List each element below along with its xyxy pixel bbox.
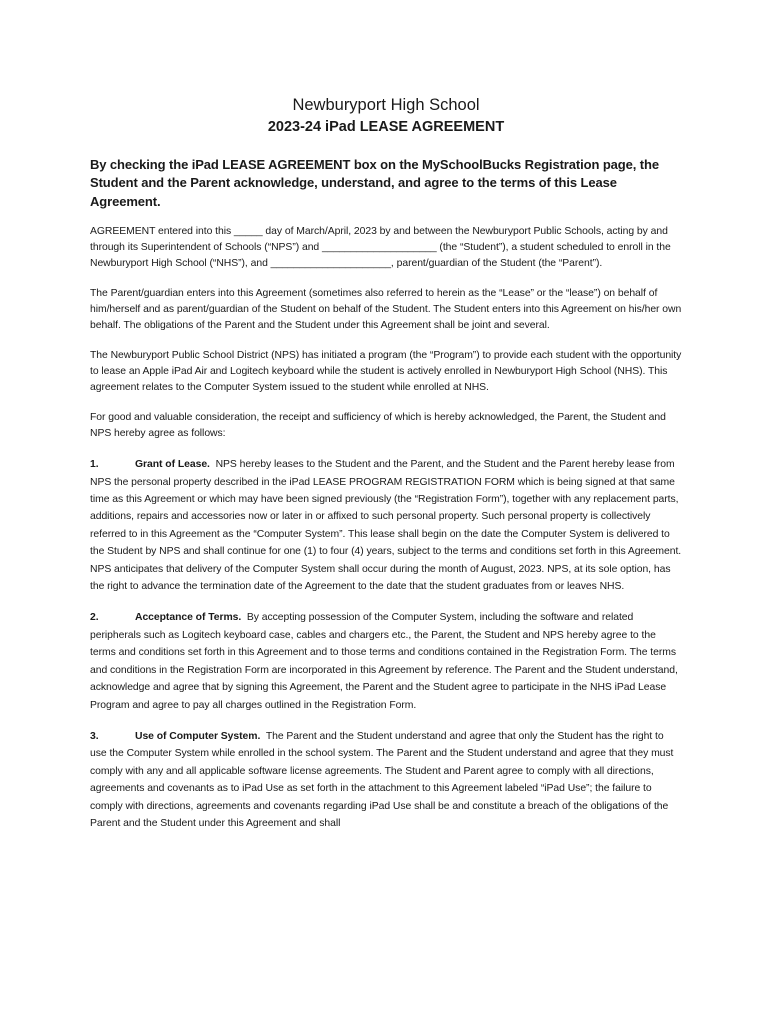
- section-acceptance-of-terms: [90, 609, 682, 713]
- agreement-parties-paragraph: AGREEMENT entered into this _____ day of March/April, 2023 by and between the Newburyport Public Schools, acting by and through its Superintendent of Schools (“NPS”) and ____________________ (the “Student”), a student scheduled to enroll in the Newburyport High School (“NHS”), and _____________________, parent/guardian of the Student (the “Parent”).: [90, 226, 671, 270]
- section-number: 3.: [90, 730, 99, 742]
- section-title: Grant of Lease.: [135, 459, 210, 471]
- section-text: By accepting possession of the Computer System, including the software and related peripherals such as Logitech keyboard case, cables and chargers etc., the Parent, the Student and NPS hereby agree to the terms and conditions set forth in this Agreement and to those terms and conditions contained in the Registration Form. The terms and conditions in the Registration Form are incorporated in this Agreement by reference. The Parent and the Student understand, acknowledge and agree that by signing this Agreement, the Parent and the Student agree to participate in the NHS iPad Lease Program and agree to pay all charges outlined in the Registration Form.: [90, 612, 678, 711]
- school-name: Newburyport High School: [292, 96, 480, 114]
- document-page: [90, 94, 682, 846]
- section-title: Acceptance of Terms.: [135, 612, 242, 624]
- program-paragraph: The Newburyport Public School District (NPS) has initiated a program (the “Program”) to provide each student with the opportunity to lease an Apple iPad Air and Logitech keyboard while the student is actively enrolled in Newburyport High School (NHS). This agreement relates to the Computer System issued to the student while enrolled at NHS.: [90, 350, 682, 394]
- section-grant-of-lease: [90, 456, 682, 595]
- section-text: The Parent and the Student understand and agree that only the Student has the right to use the Computer System while enrolled in the school system. The Parent and the Student understand and agree that they must comply with any and all applicable software license agreements. The Student and Parent agree to comply with all directions, agreements and covenants as to iPad Use as set forth in the attachment to this Agreement labeled “iPad Use”; the failure to comply with directions, agreements and covenants regarding iPad Use shall be and constitute a breach of the obligations of the Parent and the Student under this Agreement and shall: [90, 730, 674, 829]
- section-number: 1.: [90, 459, 99, 471]
- section-title: Use of Computer System.: [135, 730, 261, 742]
- document-title: 2023-24 iPad LEASE AGREEMENT: [267, 119, 505, 135]
- parent-guardian-paragraph: The Parent/guardian enters into this Agreement (sometimes also referred to herein as the “Lease” or the “lease”) on behalf of him/herself and as parent/guardian of the Student on behalf of the Student. The Student enters into this Agreement on his/her own behalf. The obligations of the Parent and the Student under this Agreement shall be joint and several.: [90, 288, 682, 332]
- intro-statement: By checking the iPad LEASE AGREEMENT box on the MySchoolBucks Registration page, the Student and the Parent acknowledge, understand, and agree to the terms of this Lease Agreement.: [90, 157, 659, 209]
- consideration-paragraph: For good and valuable consideration, the receipt and sufficiency of which is hereby acknowledged, the Parent, the Student and NPS hereby agree as follows:: [90, 412, 666, 440]
- section-text: NPS hereby leases to the Student and the Parent, and the Student and the Parent hereby lease from NPS the personal property described in the iPad LEASE PROGRAM REGISTRATION FORM which is being signed at that same time as this Agreement or which may have been signed previously (the “Registration Form”), together with any replacement parts, additions, repairs and accessories now or later in or affixed to such personal property. Such personal property is collectively referred to in this Agreement as the “Computer System”. This lease shall begin on the date the Computer System is delivered to the Student by NPS and shall continue for one (1) to four (4) years, subject to the terms and conditions set forth in this Agreement. NPS anticipates that delivery of the Computer System shall occur during the month of August, 2023. NPS, at its sole option, has the right to advance the termination date of the Agreement to the date that the student graduates from or leaves NHS.: [90, 459, 682, 593]
- section-use-of-computer-system: [90, 728, 682, 832]
- section-number: 2.: [90, 612, 99, 624]
